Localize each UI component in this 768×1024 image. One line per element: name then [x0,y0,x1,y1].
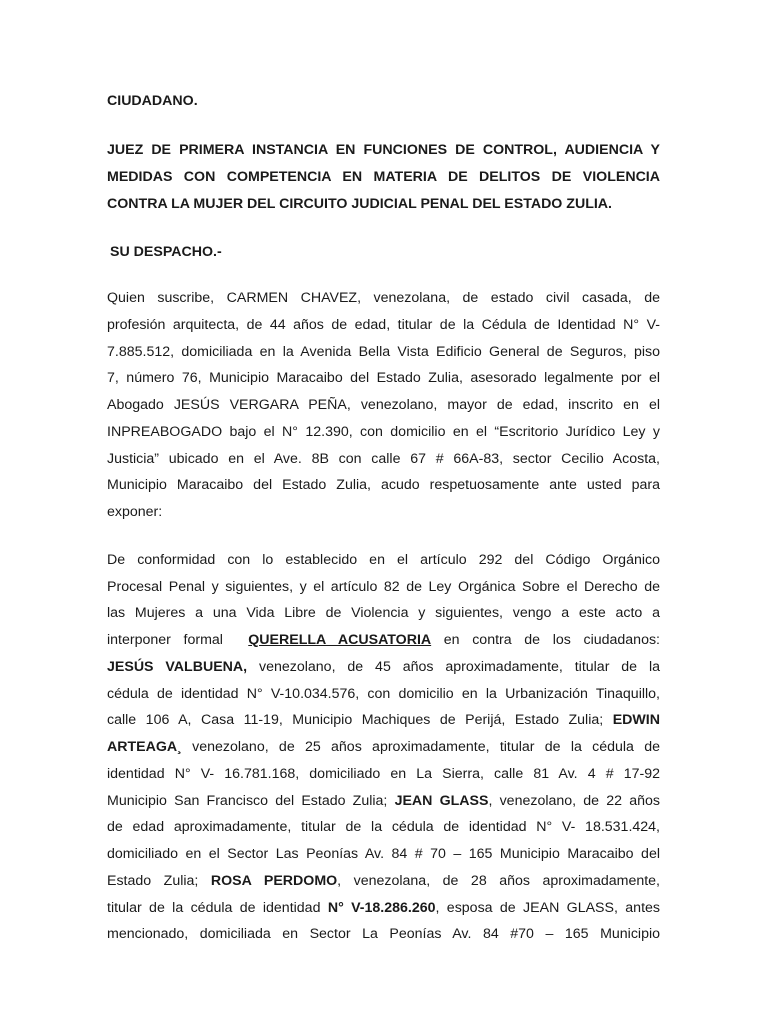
complaint-paragraph [107,547,660,948]
line-text: venezolano, de 45 años aproximadamente, titular de la [247,658,660,675]
querella-title: QUERELLA ACUSATORIA [248,632,432,648]
paragraph-line [107,654,660,681]
paragraph-line: De conformidad con lo establecido en el artículo 292 del Código Orgánico [107,551,660,568]
paragraph-line: Justicia” ubicado en el Ave. 8B con calle 67 # 66A-83, sector Cecilio Acosta, [107,450,660,467]
paragraph-line: 7, número 76, Municipio Maracaibo del Estado Zulia, asesorado legalmente por el [107,370,660,387]
paragraph-line: de edad aproximadamente, titular de la cédula de identidad N° V- 18.531.424, [107,819,660,836]
paragraph-line: exponer: [107,504,163,520]
paragraph-line [107,788,660,815]
defendant-name: EDWIN [612,712,660,729]
defendant-name: ARTEAGA¸ [107,739,182,755]
paragraph-line: Abogado JESÚS VERGARA PEÑA, venezolano, mayor de edad, inscrito en el [107,397,660,413]
paragraph-line: INPREABOGADO bajo el N° 12.390, con domicilio en el “Escritorio Jurídico Ley y [107,423,660,440]
addressee-heading: CIUDADANO. [107,93,198,109]
line-text: calle 106 A, Casa 11-19, Municipio Machiques de Perijá, Estado Zulia; [107,712,613,729]
paragraph-line: domiciliado en el Sector Las Peonías Av. 84 # 70 – 165 Municipio Maracaibo del [107,846,660,862]
id-number: N° V-18.286.260 [327,899,436,916]
paragraph-line [107,895,660,922]
paragraph-line [107,707,660,734]
defendant-name: JEAN GLASS [394,792,489,809]
paragraph-line [107,627,660,654]
paragraph-line: 7.885.512, domiciliada en la Avenida Bella Vista Edificio General de Seguros, piso [107,343,660,360]
paragraph-line [107,734,660,761]
line-text: , venezolano, de 22 años [488,792,660,809]
paragraph-line: profesión arquitecta, de 44 años de edad, titular de la Cédula de Identidad N° V- [107,316,660,333]
court-heading: JUEZ DE PRIMERA INSTANCIA EN FUNCIONES DE CONTROL, AUDIENCIA Y MEDIDAS CON COMPETENCIA EN MATERIA DE DELITOS DE VIOLENCIA CONTRA LA MUJER DEL CIRCUITO JUDICIAL PENAL DEL ESTADO ZULIA. [107,142,660,212]
defendant-name: ROSA PERDOMO [210,872,338,889]
line-text: titular de la cédula de identidad [107,899,328,916]
paragraph-line: Municipio Maracaibo del Estado Zulia, acudo respetuosamente ante usted para [107,477,660,494]
document-page [107,88,660,948]
line-text: Municipio San Francisco del Estado Zulia; [107,792,395,809]
paragraph-line: Procesal Penal y siguientes, y el artículo 82 de Ley Orgánica Sobre el Derecho de [107,578,660,595]
paragraph-line: mencionado, domiciliada en Sector La Peonías Av. 84 #70 – 165 Municipio [107,926,660,943]
despacho-heading: SU DESPACHO.- [110,244,222,260]
paragraph-line: las Mujeres a una Vida Libre de Violencia y siguientes, vengo a este acto a [107,605,660,622]
defendant-name: JESÚS VALBUENA, [107,658,248,675]
paragraph-line: cédula de identidad N° V-10.034.576, con domicilio en la Urbanización Tinaquillo, [107,685,660,702]
line-text: , venezolana, de 28 años aproximadamente, [337,872,660,889]
line-text: interponer formal [107,632,236,648]
paragraph-line: Quien suscribe, CARMEN CHAVEZ, venezolana, de estado civil casada, de [107,290,660,306]
paragraph-line [107,868,660,895]
line-text: venezolano, de 25 años aproximadamente, titular de la cédula de [181,739,660,755]
line-text: , esposa de JEAN GLASS, antes [435,899,660,916]
line-text: Estado Zulia; [107,872,211,889]
introduction-paragraph [107,285,660,526]
line-text: en contra de los ciudadanos: [431,632,660,648]
paragraph-line: identidad N° V- 16.781.168, domiciliado en La Sierra, calle 81 Av. 4 # 17-92 [107,765,660,782]
